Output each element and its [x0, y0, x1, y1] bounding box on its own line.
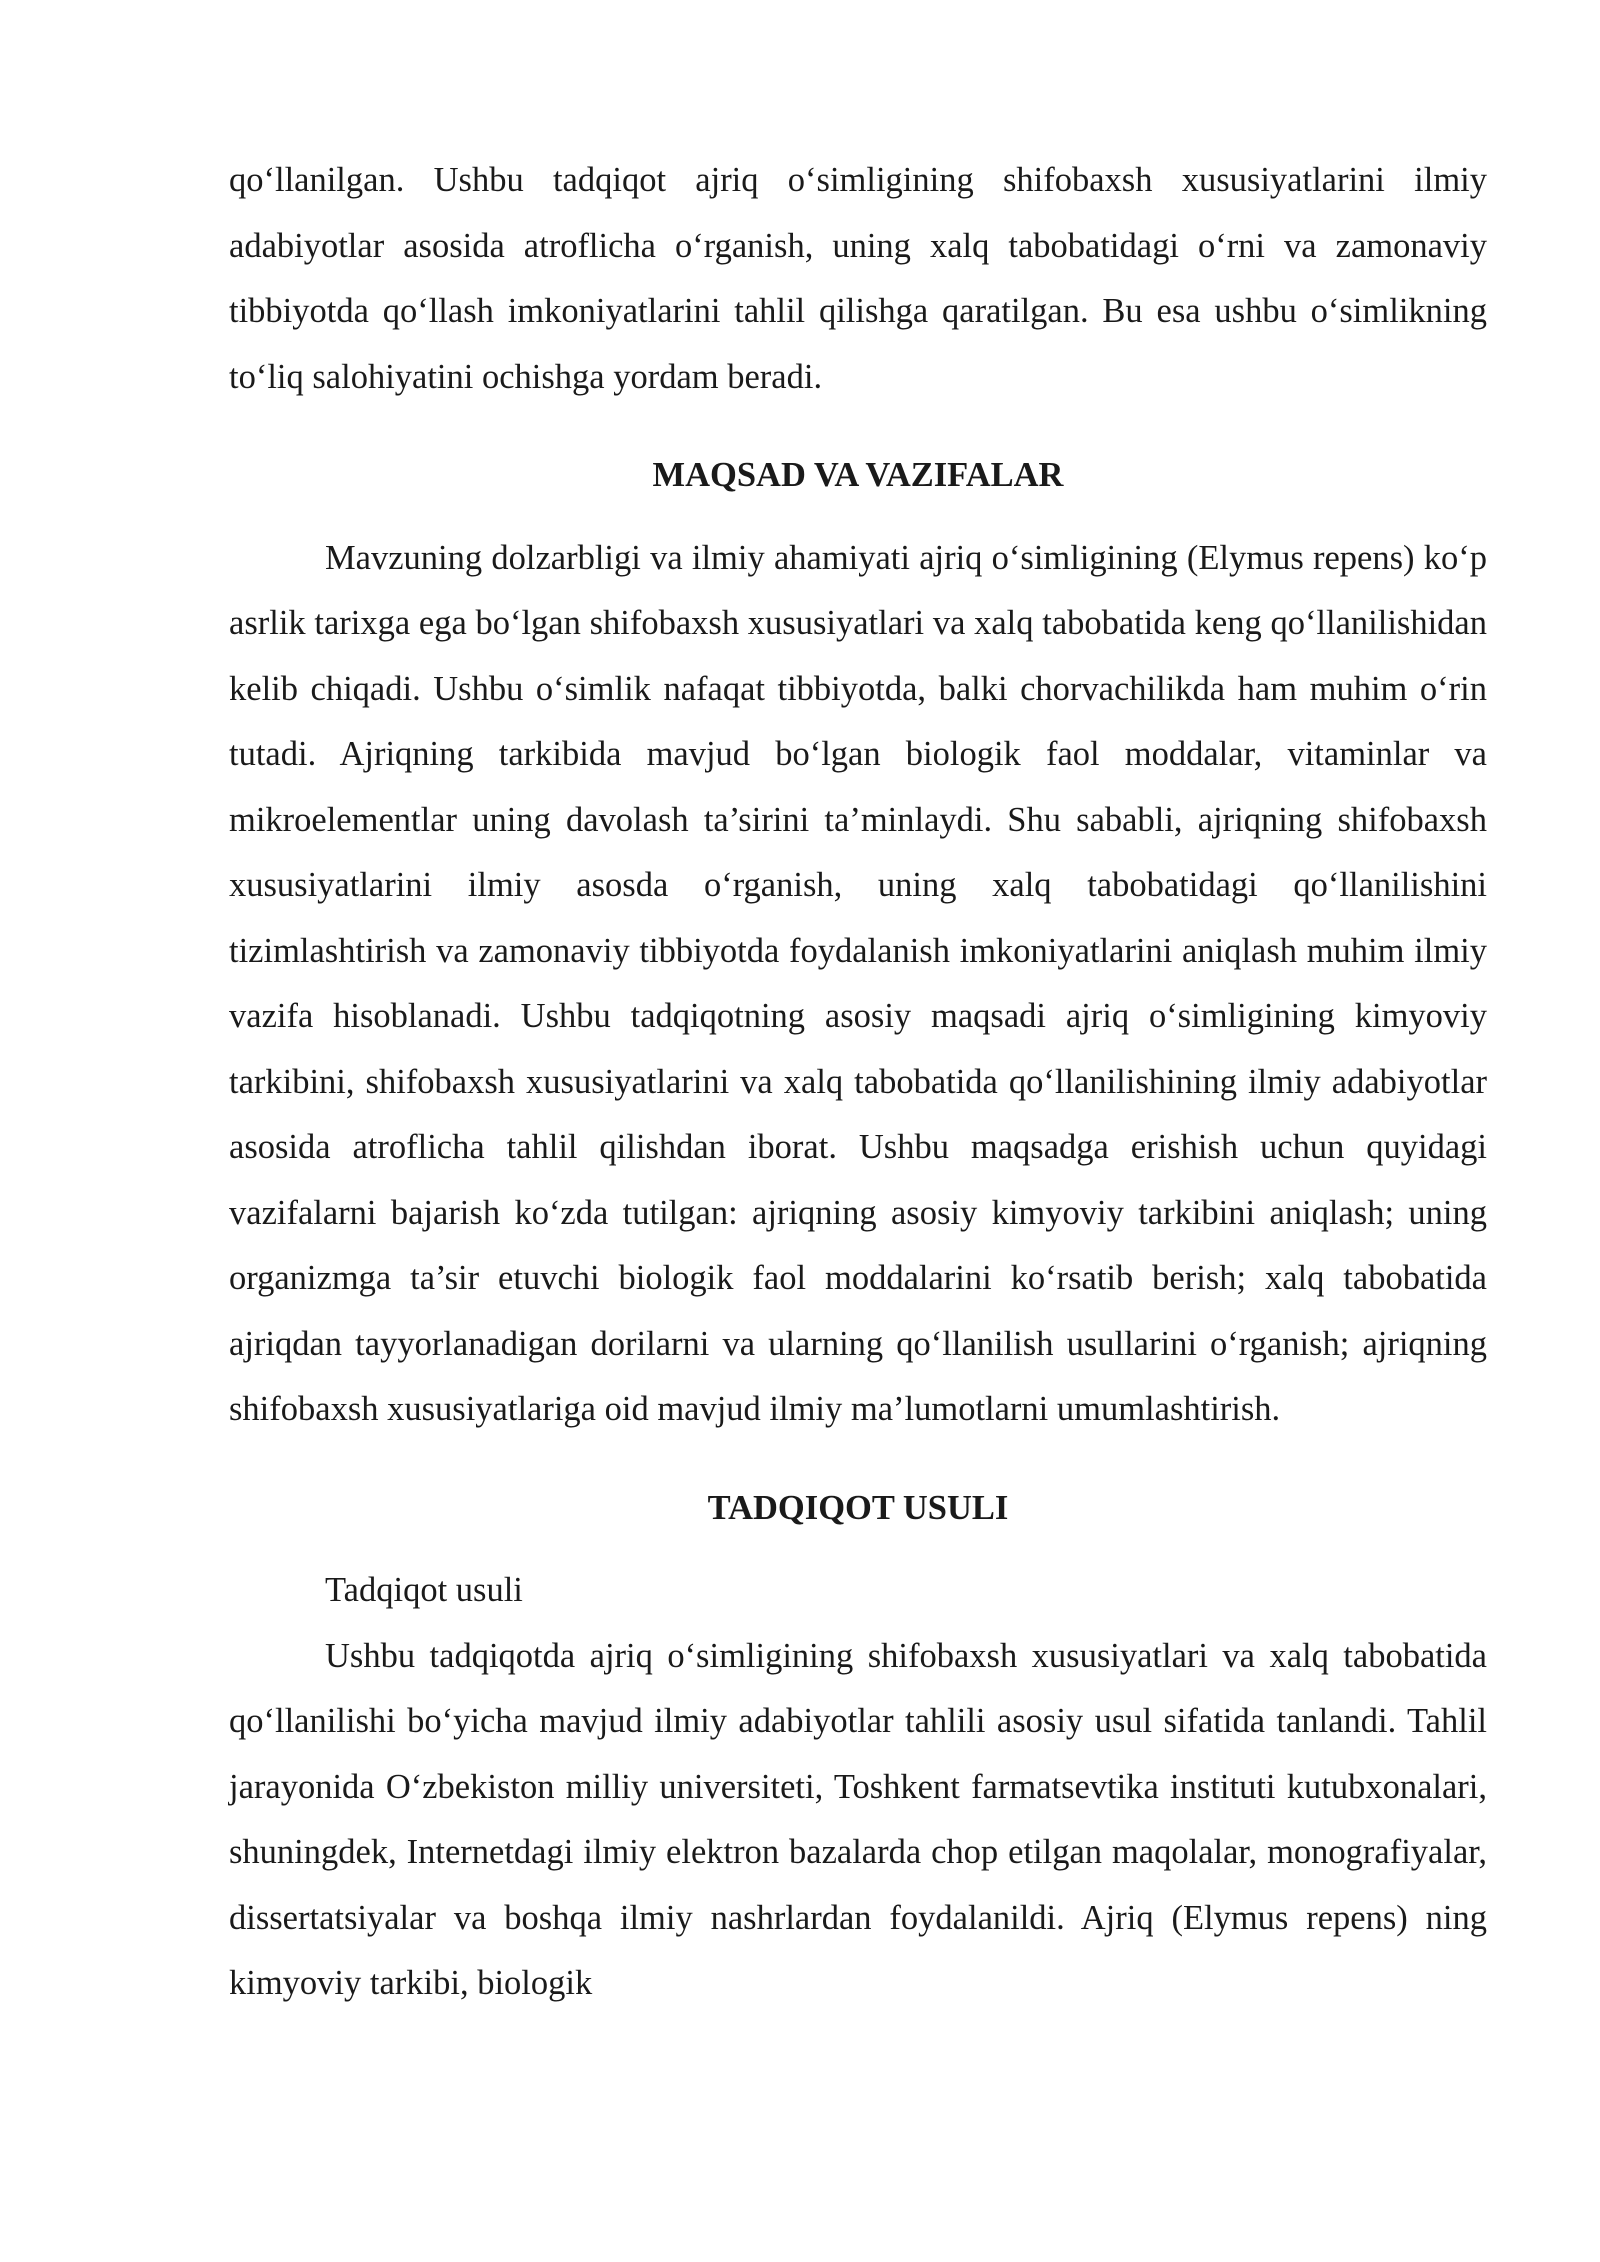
section-heading-goals: MAQSAD VA VAZIFALAR: [652, 456, 1064, 494]
subheading-method: Tadqiqot usuli: [325, 1571, 523, 1609]
section-heading-method: TADQIQOT USULI: [707, 1488, 1009, 1527]
paragraph-method: Ushbu tadqiqotda ajriq o‘simligining shifobaxsh xususiyatlari va xalq tabobatida qo‘llanilishi bo‘yicha mavjud ilmiy adabiyotlar tahlili asosiy usul sifatida tanlandi. Tahlil jarayonida O‘zbekiston milliy universiteti, Toshkent farmatsevtika instituti kutubxonalari, shuningdek, Internetdagi ilmiy elektron bazalarda chop etilgan maqolalar, monografiyalar, dissertatsiyalar va boshqa ilmiy nashrlardan foydalanildi. Ajriq (Elymus repens) ning kimyoviy tarkibi, biologik: [229, 1636, 1487, 2002]
paragraph-goals: Mavzuning dolzarbligi va ilmiy ahamiyati ajriq o‘simligining (Elymus repens) ko‘p asrlik tarixga ega bo‘lgan shifobaxsh xususiyatlari va xalq tabobatida keng qo‘llanilishidan kelib chiqadi. Ushbu o‘simlik nafaqat tibbiyotda, balki chorvachilikda ham muhim o‘rin tutadi. Ajriqning tarkibida mavjud bo‘lgan biologik faol moddalar, vitaminlar va mikroelementlar uning davolash ta’sirini ta’minlaydi. Shu sababli, ajriqning shifobaxsh xususiyatlarini ilmiy asosda o‘rganish, uning xalq tabobatidagi qo‘llanilishini tizimlashtirish va zamonaviy tibbiyotda foydalanish imkoniyatlarini aniqlash muhim ilmiy vazifa hisoblanadi. Ushbu tadqiqotning asosiy maqsadi ajriq o‘simligining kimyoviy tarkibini, shifobaxsh xususiyatlarini va xalq tabobatida qo‘llanilishining ilmiy adabiyotlar asosida atroflicha tahlil qilishdan iborat. Ushbu maqsadga erishish uchun quyidagi vazifalarni bajarish ko‘zda tutilgan: ajriqning asosiy kimyoviy tarkibini aniqlash; uning organizmga ta’sir etuvchi biologik faol moddalarini ko‘rsatib berish; xalq tabobatida ajriqdan tayyorlanadigan dorilarni va ularning qo‘llanilish usullarini o‘rganish; ajriqning shifobaxsh xususiyatlariga oid mavjud ilmiy ma’lumotlarni umumlashtirish.: [229, 538, 1487, 1428]
paragraph-intro: qo‘llanilgan. Ushbu tadqiqot ajriq o‘simligining shifobaxsh xususiyatlarini ilmiy adabiyotlar asosida atroflicha o‘rganish, uning xalq tabobatidagi o‘rni va zamonaviy tibbiyotda qo‘llash imkoniyatlarini tahlil qilishga qaratilgan. Bu esa ushbu o‘simlikning to‘liq salohiyatini ochishga yordam beradi.: [229, 161, 1487, 396]
document-page: [229, 148, 1487, 2017]
